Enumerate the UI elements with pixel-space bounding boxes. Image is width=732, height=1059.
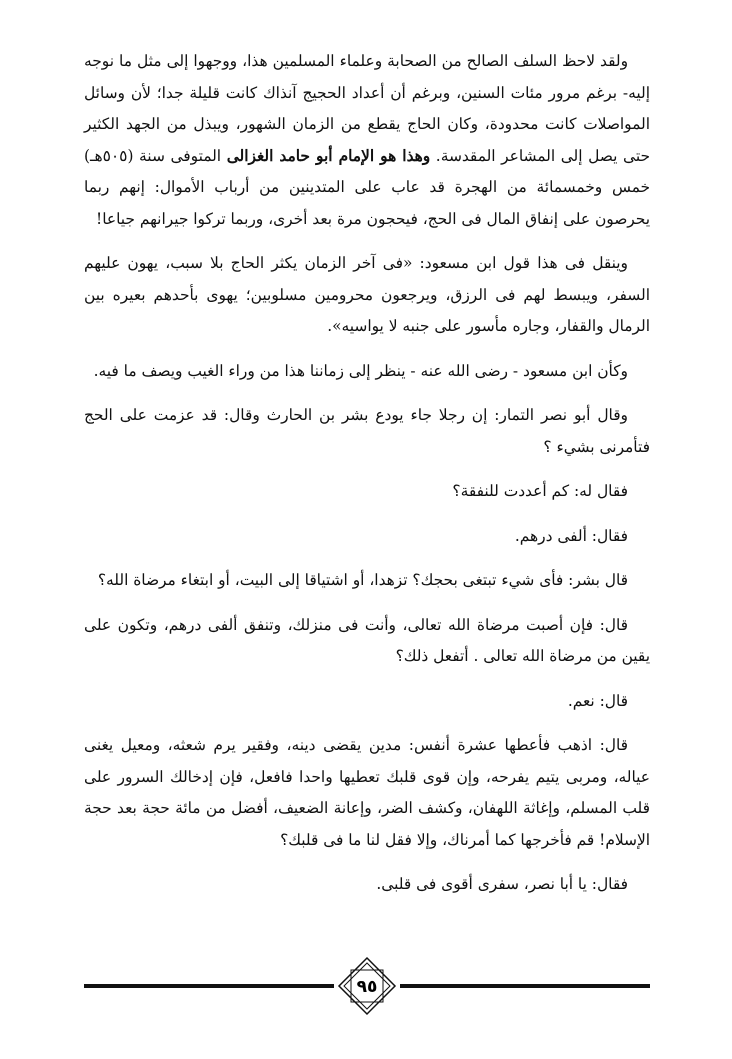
paragraph: فقال له: كم أعددت للنفقة؟ — [452, 482, 628, 500]
paragraph: قال: فإن أصبت مرضاة الله تعالى، وأنت فى منزلك، وتنفق ألفى درهم، وتكون على يقين من مرضاة الله تعالى . أتفعل ذلك؟ — [84, 615, 650, 665]
paragraph: فقال: ألفى درهم. — [514, 526, 628, 545]
paragraph: فقال: يا أبا نصر، سفرى أقوى فى قلبى. — [376, 875, 628, 893]
paragraph: وينقل فى هذا قول ابن مسعود: «فى آخر الزمان يكثر الحاج بلا سبب، يهون عليهم السفر، ويبسط لهم فى الرزق، ويرجعون محرومين مسلوبين؛ يهوى بأحدهم بعيره بين الرمال والقفار، وجاره مأسور على جنبه لا يواسيه». — [84, 254, 650, 335]
page-body — [84, 46, 650, 914]
footer-ornament — [84, 956, 650, 1016]
bold-name: وهذا هو الإمام أبو حامد الغزالى — [226, 146, 431, 165]
page-footer — [84, 956, 650, 1016]
paragraph: قال بشر: فأى شيء تبتغى بحجك؟ تزهدا، أو اشتياقا إلى البيت، أو ابتغاء مرضاة الله؟ — [97, 571, 628, 589]
paragraph-text: المتوفى سنة (٥٠٥هـ) خمس وخمسمائة من الهجرة قد عاب على المتدينين من أرباب الأموال: إنهم ربما يحرصون على إنفاق المال فى الحج، فيحجون مرة بعد أخرى، وربما تركوا جيرانهم جياعا! — [84, 146, 650, 228]
paragraph: وقال أبو نصر التمار: إن رجلا جاء يودع بشر بن الحارث وقال: قد عزمت على الحج فتأمرنى بشيء ؟ — [84, 406, 650, 456]
paragraph: وكأن ابن مسعود - رضى الله عنه - ينظر إلى زماننا هذا من وراء الغيب ويصف ما فيه. — [93, 361, 628, 380]
paragraph: قال: اذهب فأعطها عشرة أنفس: مدين يقضى دينه، وفقير يرم شعثه، ومعيل يغنى عياله، ومربى يتيم يفرحه، وإن قوى قلبك تعطيها واحدا فافعل، فإن إدخالك السرور على قلب المسلم، وإغاثة اللهفان، وكشف الضر، وإعانة الضعيف، أفضل من مائة حجة بعد حجة الإسلام! قم فأخرجها كما أمرناك، وإلا فقل لنا ما فى قلبك؟ — [84, 736, 650, 849]
paragraph-text: ولقد لاحظ السلف الصالح من الصحابة وعلماء المسلمين هذا، ووجهوا إلى مثل ما نوجه إليه- برغم مرور مئات السنين، وبرغم أن أعداد الحجيج آنذاك كانت قليلة جدا؛ لأن وسائل المواصلات كانت محدودة، وكان الحاج يقطع من الزمان الشهور، ويبذل من الجهد الكثير حتى يصل إلى المشاعر المقدسة. — [84, 52, 650, 165]
paragraph: قال: نعم. — [567, 691, 628, 710]
paragraph — [84, 46, 650, 235]
page-number: ٩٥ — [356, 977, 378, 997]
